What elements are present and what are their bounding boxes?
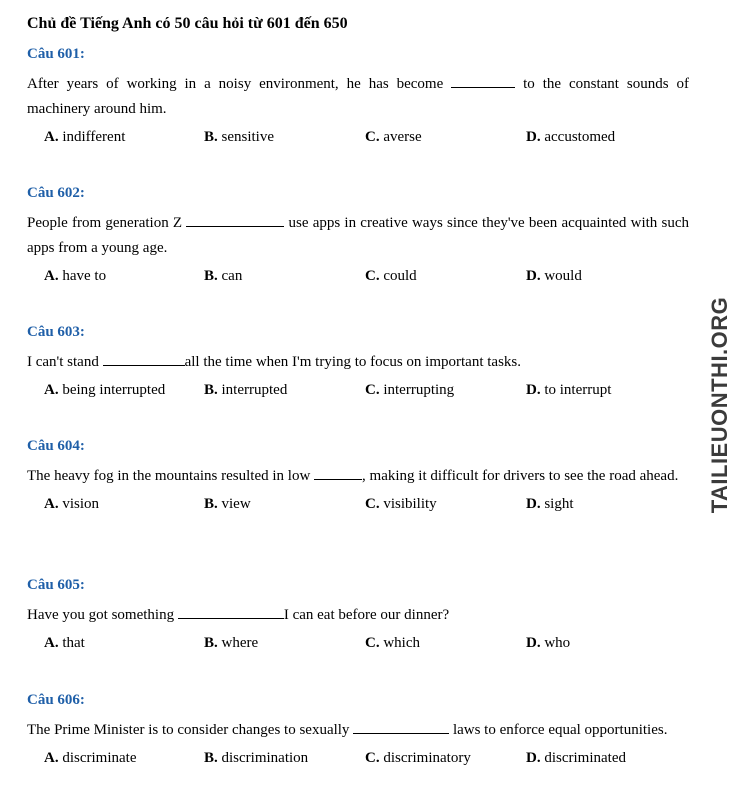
option-a: A. discriminate <box>44 750 137 766</box>
stem-text-before: The Prime Minister is to consider changes to sexually <box>27 722 354 738</box>
page-title: Chủ đề Tiếng Anh có 50 câu hỏi từ 601 đến 650 <box>27 15 348 32</box>
answer-blank <box>353 719 449 734</box>
option-b: B. interrupted <box>204 382 288 398</box>
option-c: C. averse <box>365 129 422 145</box>
question-label: Câu 605: <box>27 577 85 593</box>
question-label: Câu 603: <box>27 324 85 340</box>
question-label: Câu 604: <box>27 438 85 454</box>
option-d: D. who <box>526 635 571 651</box>
option-d: D. to interrupt <box>526 382 612 398</box>
stem-text-after: all the time when I'm trying to focus on important tasks. <box>184 354 521 370</box>
answer-blank <box>103 351 185 366</box>
question-label: Câu 606: <box>27 692 85 708</box>
question-label: Câu 601: <box>27 46 85 62</box>
question-602 <box>27 183 689 287</box>
option-b: B. can <box>204 268 243 284</box>
stem-text-after: to the constant sounds of machinery around him. <box>27 76 689 117</box>
answer-blank <box>451 73 515 88</box>
question-stem <box>27 603 689 628</box>
stem-text-after: , making it difficult for drivers to see the road ahead. <box>362 468 679 484</box>
question-605 <box>27 575 689 654</box>
answer-blank <box>178 604 284 619</box>
option-b: B. where <box>204 635 259 651</box>
option-d: D. sight <box>526 496 574 512</box>
watermark-text: TAILIEUONTHI.ORG <box>707 296 732 514</box>
answer-options <box>27 747 689 769</box>
stem-text-before: After years of working in a noisy environment, he has become <box>27 76 452 92</box>
option-b: B. discrimination <box>204 750 309 766</box>
question-stem <box>27 350 689 375</box>
option-a: A. indifferent <box>44 129 126 145</box>
option-a: A. have to <box>44 268 107 284</box>
option-c: C. interrupting <box>365 382 455 398</box>
option-a: A. vision <box>44 496 100 512</box>
question-604 <box>27 436 689 515</box>
answer-options <box>27 379 689 401</box>
stem-text-before: Have you got something <box>27 607 178 623</box>
stem-text-before: I can't stand <box>27 354 103 370</box>
question-label: Câu 602: <box>27 185 85 201</box>
question-606 <box>27 690 689 769</box>
stem-text-after: laws to enforce equal opportunities. <box>449 722 668 738</box>
stem-text-before: The heavy fog in the mountains resulted in low <box>27 468 315 484</box>
option-b: B. sensitive <box>204 129 275 145</box>
option-c: C. visibility <box>365 496 437 512</box>
option-d: D. discriminated <box>526 750 626 766</box>
answer-blank <box>314 465 362 480</box>
option-c: C. could <box>365 268 417 284</box>
stem-text-before: People from generation Z <box>27 215 187 231</box>
option-d: D. accustomed <box>526 129 616 145</box>
stem-text-after: I can eat before our dinner? <box>283 607 450 623</box>
option-c: C. which <box>365 635 421 651</box>
stem-text-after: use apps in creative ways since they've been acquainted with such apps from a young age. <box>27 215 689 256</box>
question-stem <box>27 464 689 489</box>
question-601 <box>27 44 689 148</box>
option-b: B. view <box>204 496 251 512</box>
option-a: A. being interrupted <box>44 382 166 398</box>
answer-options <box>27 632 689 654</box>
option-d: D. would <box>526 268 582 284</box>
answer-options <box>27 493 689 515</box>
answer-options <box>27 265 689 287</box>
option-a: A. that <box>44 635 85 651</box>
question-stem <box>27 211 689 261</box>
question-stem <box>27 72 689 122</box>
answer-options <box>27 126 689 148</box>
question-stem <box>27 718 689 743</box>
option-c: C. discriminatory <box>365 750 471 766</box>
question-603 <box>27 322 689 401</box>
answer-blank <box>186 212 284 227</box>
